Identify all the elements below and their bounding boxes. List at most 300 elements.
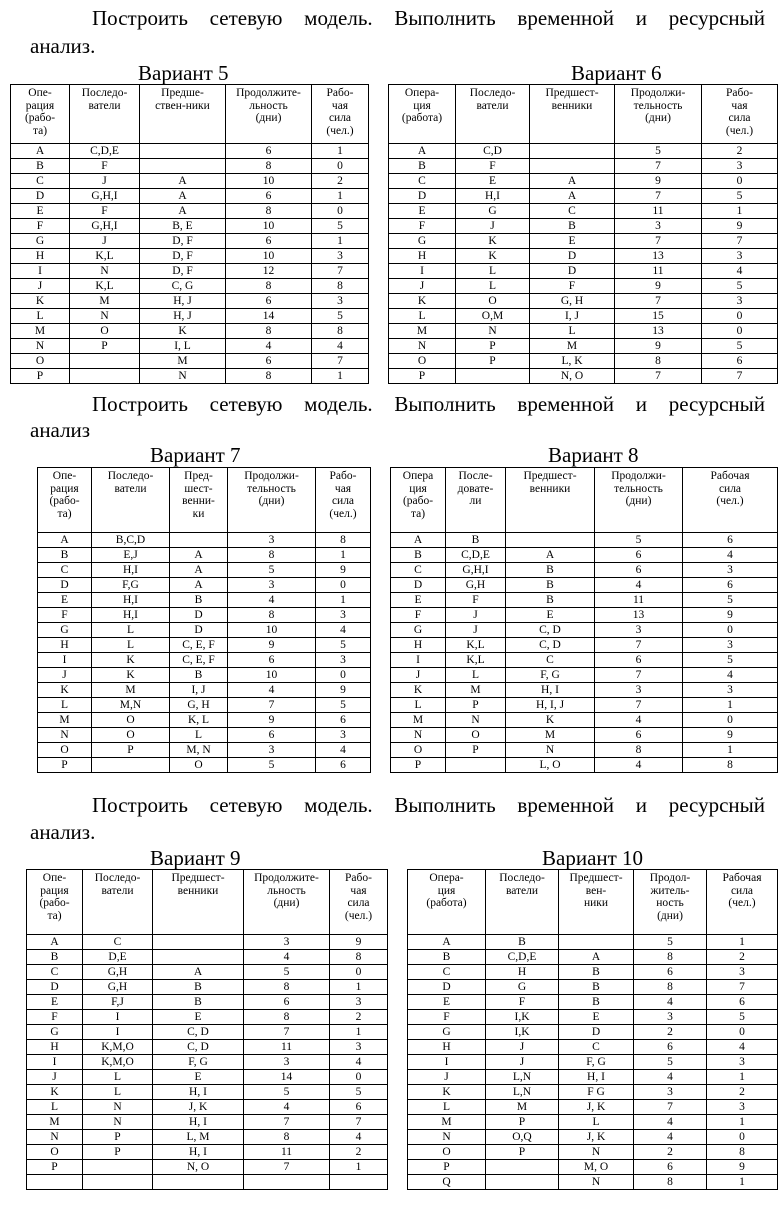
table-cell: J xyxy=(456,219,530,234)
table-cell: 0 xyxy=(707,1025,778,1040)
variant-title: Вариант 10 xyxy=(542,846,644,870)
table-cell: P xyxy=(408,1160,486,1175)
column-header: Рабо- чая сила (чел.) xyxy=(316,468,371,533)
table-spacer xyxy=(388,1175,408,1190)
table-cell: 0 xyxy=(707,1130,778,1145)
column-header: Опе- рация (рабо- та) xyxy=(11,85,70,144)
table-cell: K xyxy=(408,1085,486,1100)
table-cell: 9 xyxy=(228,713,316,728)
table-cell: A xyxy=(170,548,228,563)
column-header: Предшест- венники xyxy=(153,870,244,935)
table-cell: E xyxy=(530,234,615,249)
table-row xyxy=(27,935,778,950)
table-cell: B, E xyxy=(140,219,226,234)
table-cell: C xyxy=(530,204,615,219)
table-cell: 2 xyxy=(634,1025,707,1040)
table-cell: A xyxy=(408,935,486,950)
table-cell: J xyxy=(446,623,506,638)
table-cell: 0 xyxy=(330,965,388,980)
table-cell: 4 xyxy=(312,339,369,354)
table-cell xyxy=(330,1175,388,1190)
table-cell: A xyxy=(170,578,228,593)
table-cell: M xyxy=(530,339,615,354)
table-spacer xyxy=(388,995,408,1010)
table-cell: 4 xyxy=(330,1055,388,1070)
table-cell: E xyxy=(389,204,456,219)
table-cell: 2 xyxy=(707,1085,778,1100)
table-cell xyxy=(140,159,226,174)
table-cell: O xyxy=(38,743,92,758)
table-cell: O xyxy=(456,294,530,309)
table-cell: 7 xyxy=(330,1115,388,1130)
table-cell: H,I xyxy=(92,608,170,623)
table-cell: 1 xyxy=(702,204,778,219)
table-cell: H, J xyxy=(140,309,226,324)
table-cell: 7 xyxy=(312,354,369,369)
table-cell: 5 xyxy=(595,533,683,548)
table-cell: N xyxy=(456,324,530,339)
table-row xyxy=(38,683,778,698)
table-cell: 6 xyxy=(226,234,312,249)
table-cell: 6 xyxy=(228,653,316,668)
table-row xyxy=(38,743,778,758)
table-cell: 11 xyxy=(244,1040,330,1055)
table-cell: B xyxy=(506,578,595,593)
table-spacer xyxy=(371,758,391,773)
table-spacer xyxy=(388,1160,408,1175)
table-cell: 1 xyxy=(312,369,369,384)
table-cell: F xyxy=(446,593,506,608)
table-cell: J, K xyxy=(153,1100,244,1115)
table-cell: G,H xyxy=(83,965,153,980)
table-cell: 10 xyxy=(226,219,312,234)
table-cell: K,L xyxy=(446,638,506,653)
table-cell: L xyxy=(389,309,456,324)
table-cell: A xyxy=(389,144,456,159)
table-cell: L, O xyxy=(506,758,595,773)
table-cell: 4 xyxy=(634,1070,707,1085)
table-cell: 3 xyxy=(312,249,369,264)
table-cell: 3 xyxy=(244,1055,330,1070)
table-cell: A xyxy=(559,950,634,965)
table-cell xyxy=(446,758,506,773)
table-cell: 4 xyxy=(228,683,316,698)
table-cell: 3 xyxy=(228,578,316,593)
table-cell: 4 xyxy=(595,578,683,593)
table-cell: 9 xyxy=(316,563,371,578)
table-cell: L,N xyxy=(486,1070,559,1085)
table-cell: D xyxy=(170,608,228,623)
table-cell: H xyxy=(391,638,446,653)
table-cell: O,M xyxy=(456,309,530,324)
table-cell: A xyxy=(170,563,228,578)
table-cell: 4 xyxy=(330,1130,388,1145)
table-cell: C,D xyxy=(456,144,530,159)
table-cell: K xyxy=(506,713,595,728)
table-cell: 11 xyxy=(615,204,702,219)
table-cell: L xyxy=(408,1100,486,1115)
table-cell: L xyxy=(170,728,228,743)
table-spacer xyxy=(371,638,391,653)
table-cell: 0 xyxy=(683,713,778,728)
table-cell: 5 xyxy=(312,219,369,234)
table-cell: F xyxy=(389,219,456,234)
table-cell: C xyxy=(83,935,153,950)
table-cell: B xyxy=(408,950,486,965)
table-cell: 5 xyxy=(702,339,778,354)
table-cell: K xyxy=(140,324,226,339)
table-cell: M xyxy=(92,683,170,698)
table-cell: O xyxy=(446,728,506,743)
table-cell: A xyxy=(27,935,83,950)
table-cell: 4 xyxy=(244,1100,330,1115)
table-row xyxy=(11,174,778,189)
table-cell: A xyxy=(391,533,446,548)
table-cell: D xyxy=(38,578,92,593)
table-cell: D xyxy=(391,578,446,593)
table-cell: H, I xyxy=(153,1085,244,1100)
table-cell: P xyxy=(38,758,92,773)
table-cell: E xyxy=(408,995,486,1010)
table-row xyxy=(38,608,778,623)
table-cell: 3 xyxy=(312,294,369,309)
table-cell: 5 xyxy=(707,1010,778,1025)
table-cell: G xyxy=(456,204,530,219)
table-spacer xyxy=(388,1040,408,1055)
table-cell: D xyxy=(559,1025,634,1040)
table-row xyxy=(27,1040,778,1055)
table-cell: F,G xyxy=(92,578,170,593)
table-cell: 7 xyxy=(244,1160,330,1175)
table-cell: E xyxy=(11,204,70,219)
table-cell: G,H xyxy=(446,578,506,593)
table-cell xyxy=(486,1160,559,1175)
table-cell: H,I xyxy=(92,593,170,608)
table-cell: B xyxy=(486,935,559,950)
table-cell: E xyxy=(456,174,530,189)
table-cell: M xyxy=(391,713,446,728)
table-cell: K xyxy=(38,683,92,698)
table-cell: 3 xyxy=(330,995,388,1010)
table-cell: 6 xyxy=(683,533,778,548)
table-cell: P xyxy=(27,1160,83,1175)
table-cell: 9 xyxy=(707,1160,778,1175)
table-cell: J, K xyxy=(559,1130,634,1145)
table-spacer xyxy=(371,563,391,578)
table-cell: I,K xyxy=(486,1025,559,1040)
variant-title: Вариант 9 xyxy=(150,846,241,870)
table-cell: I xyxy=(83,1025,153,1040)
table-cell: 15 xyxy=(615,309,702,324)
table-row xyxy=(27,980,778,995)
table-spacer xyxy=(371,683,391,698)
table-cell: N xyxy=(38,728,92,743)
table-cell: I xyxy=(83,1010,153,1025)
table-cell: K,L xyxy=(446,653,506,668)
table-cell: 1 xyxy=(683,698,778,713)
table-cell: 5 xyxy=(316,638,371,653)
table-cell: 7 xyxy=(615,294,702,309)
table-cell: 3 xyxy=(615,219,702,234)
table-cell: I xyxy=(389,264,456,279)
table-cell: 3 xyxy=(244,935,330,950)
table-cell: 4 xyxy=(683,548,778,563)
table-row xyxy=(38,533,778,548)
table-cell: H, I xyxy=(153,1145,244,1160)
table-cell: 3 xyxy=(702,249,778,264)
table-spacer xyxy=(369,204,389,219)
table-cell: A xyxy=(530,189,615,204)
table-cell: 5 xyxy=(228,758,316,773)
table-cell: L xyxy=(83,1070,153,1085)
table-cell: 1 xyxy=(330,980,388,995)
table-cell: 4 xyxy=(634,1115,707,1130)
column-header: Последо- ватели xyxy=(70,85,140,144)
table-cell: L xyxy=(92,638,170,653)
table-cell: B xyxy=(391,548,446,563)
table-cell: 8 xyxy=(228,608,316,623)
table-cell: 2 xyxy=(330,1145,388,1160)
column-header: Последо- ватели xyxy=(83,870,153,935)
table-spacer xyxy=(388,1130,408,1145)
table-cell: H, I xyxy=(506,683,595,698)
table-cell: 8 xyxy=(312,279,369,294)
table-cell xyxy=(559,935,634,950)
table-cell: 7 xyxy=(634,1100,707,1115)
table-cell: 6 xyxy=(702,354,778,369)
column-header: Опе- рация (рабо- та) xyxy=(38,468,92,533)
table-spacer xyxy=(369,249,389,264)
table-row xyxy=(38,653,778,668)
table-cell: G,H,I xyxy=(70,219,140,234)
table-spacer xyxy=(369,324,389,339)
table-row xyxy=(27,1070,778,1085)
table-cell: P xyxy=(446,698,506,713)
table-cell: H xyxy=(27,1040,83,1055)
table-row xyxy=(27,1085,778,1100)
table-cell: 1 xyxy=(707,1070,778,1085)
variant-title: Вариант 8 xyxy=(548,443,639,467)
table-row xyxy=(11,249,778,264)
table-cell: A xyxy=(506,548,595,563)
table-cell: 11 xyxy=(615,264,702,279)
table-cell: L,N xyxy=(486,1085,559,1100)
table-cell: I xyxy=(11,264,70,279)
table-cell: J xyxy=(486,1055,559,1070)
table-cell: P xyxy=(70,339,140,354)
table-cell: 0 xyxy=(316,668,371,683)
table-cell: M xyxy=(27,1115,83,1130)
table-cell: D, F xyxy=(140,264,226,279)
table-cell: G, H xyxy=(170,698,228,713)
table-row xyxy=(11,219,778,234)
table-cell: 5 xyxy=(634,1055,707,1070)
column-header: Рабо- чая сила (чел.) xyxy=(702,85,778,144)
table-cell: O xyxy=(92,713,170,728)
table-cell: P xyxy=(456,339,530,354)
table-cell: I, L xyxy=(140,339,226,354)
table-cell: 6 xyxy=(244,995,330,1010)
table-spacer xyxy=(388,980,408,995)
table-cell: E xyxy=(559,1010,634,1025)
table-cell: B xyxy=(153,980,244,995)
table-cell: N xyxy=(83,1100,153,1115)
table-cell: 7 xyxy=(244,1025,330,1040)
table-spacer xyxy=(371,468,391,533)
table-cell: B xyxy=(11,159,70,174)
column-header: Продолжи- тельность (дни) xyxy=(615,85,702,144)
table-cell: 3 xyxy=(683,683,778,698)
table-row xyxy=(38,563,778,578)
table-cell: 13 xyxy=(615,249,702,264)
table-cell: F xyxy=(530,279,615,294)
table-cell: 1 xyxy=(707,935,778,950)
table-cell: 3 xyxy=(707,1100,778,1115)
table-row xyxy=(11,354,778,369)
table-cell: L xyxy=(83,1085,153,1100)
table-cell: 0 xyxy=(702,324,778,339)
table-spacer xyxy=(371,608,391,623)
table-cell: E xyxy=(153,1010,244,1025)
table-cell: 5 xyxy=(228,563,316,578)
column-header: Последо- ватели xyxy=(456,85,530,144)
table-cell: L xyxy=(38,698,92,713)
table-cell: M xyxy=(389,324,456,339)
table-cell: C, D xyxy=(506,638,595,653)
table-cell: 8 xyxy=(226,159,312,174)
table-row xyxy=(38,668,778,683)
table-cell: E xyxy=(391,593,446,608)
table-cell: 8 xyxy=(707,1145,778,1160)
instruction-line-2: анализ. xyxy=(30,820,96,844)
table-cell: I xyxy=(391,653,446,668)
table-cell: N, O xyxy=(530,369,615,384)
table-cell: L, M xyxy=(153,1130,244,1145)
table-cell: 0 xyxy=(702,309,778,324)
variants-7-8-table xyxy=(37,467,778,773)
table-cell: 4 xyxy=(595,758,683,773)
table-cell: M xyxy=(11,324,70,339)
table-cell: I,K xyxy=(486,1010,559,1025)
column-header: Продолжи- тельность (дни) xyxy=(228,468,316,533)
column-header: Опе- рация (рабо- та) xyxy=(27,870,83,935)
table-cell: L xyxy=(456,279,530,294)
table-cell: K,M,O xyxy=(83,1040,153,1055)
table-cell xyxy=(92,758,170,773)
table-cell: Q xyxy=(408,1175,486,1190)
table-cell: 12 xyxy=(226,264,312,279)
table-cell: L xyxy=(456,264,530,279)
table-row xyxy=(27,1010,778,1025)
table-cell: N xyxy=(559,1145,634,1160)
table-cell: C,D,E xyxy=(70,144,140,159)
table-cell: 9 xyxy=(683,728,778,743)
table-cell: 9 xyxy=(702,219,778,234)
table-cell: N xyxy=(11,339,70,354)
table-spacer xyxy=(369,264,389,279)
table-cell: 8 xyxy=(615,354,702,369)
table-cell: 4 xyxy=(244,950,330,965)
table-cell: I xyxy=(408,1055,486,1070)
table-cell: F xyxy=(456,159,530,174)
table-cell: N xyxy=(408,1130,486,1145)
table-spacer xyxy=(369,159,389,174)
table-cell: O xyxy=(170,758,228,773)
column-header: Продолжите- льность (дни) xyxy=(226,85,312,144)
table-cell: H, J xyxy=(140,294,226,309)
table-cell: 5 xyxy=(244,1085,330,1100)
table-row xyxy=(11,339,778,354)
table-cell xyxy=(83,1175,153,1190)
table-cell: 3 xyxy=(702,294,778,309)
table-cell xyxy=(244,1175,330,1190)
column-header: Пред- шест- венни- ки xyxy=(170,468,228,533)
table-spacer xyxy=(371,578,391,593)
table-cell: 5 xyxy=(683,653,778,668)
table-row xyxy=(27,1145,778,1160)
table-cell xyxy=(140,144,226,159)
table-cell: K xyxy=(27,1085,83,1100)
table-cell xyxy=(486,1175,559,1190)
table-cell: 6 xyxy=(316,713,371,728)
table-cell: 3 xyxy=(707,965,778,980)
table-cell: 3 xyxy=(330,1040,388,1055)
table-cell: P xyxy=(486,1145,559,1160)
table-cell: 0 xyxy=(312,159,369,174)
table-cell: 2 xyxy=(330,1010,388,1025)
table-spacer xyxy=(369,85,389,144)
table-cell: 1 xyxy=(316,548,371,563)
table-cell: B xyxy=(506,563,595,578)
table-spacer xyxy=(369,189,389,204)
table-cell: 5 xyxy=(702,279,778,294)
table-cell: 3 xyxy=(702,159,778,174)
table-spacer xyxy=(369,144,389,159)
table-cell xyxy=(530,159,615,174)
table-cell: A xyxy=(11,144,70,159)
table-cell: 7 xyxy=(702,234,778,249)
table-cell: L xyxy=(559,1115,634,1130)
table-spacer xyxy=(388,1025,408,1040)
table-cell: N xyxy=(27,1130,83,1145)
table-row xyxy=(27,1175,778,1190)
table-cell: K xyxy=(391,683,446,698)
table-cell: 3 xyxy=(316,728,371,743)
table-cell: 3 xyxy=(595,623,683,638)
table-cell: O xyxy=(70,324,140,339)
table-cell: C xyxy=(11,174,70,189)
table-cell: F xyxy=(11,219,70,234)
table-cell: 13 xyxy=(615,324,702,339)
table-cell: 4 xyxy=(707,1040,778,1055)
table-cell: P xyxy=(92,743,170,758)
table-row xyxy=(38,593,778,608)
column-header: Рабо- чая сила (чел.) xyxy=(330,870,388,935)
table-spacer xyxy=(371,668,391,683)
table-cell: G xyxy=(408,1025,486,1040)
table-cell xyxy=(27,1175,83,1190)
table-cell: 3 xyxy=(634,1010,707,1025)
table-row xyxy=(27,1130,778,1145)
table-row xyxy=(27,1100,778,1115)
table-cell: E,J xyxy=(92,548,170,563)
table-cell: 2 xyxy=(702,144,778,159)
table-cell: 8 xyxy=(683,758,778,773)
table-cell: F, G xyxy=(153,1055,244,1070)
table-cell: 8 xyxy=(226,369,312,384)
table-row xyxy=(11,264,778,279)
table-spacer xyxy=(388,965,408,980)
